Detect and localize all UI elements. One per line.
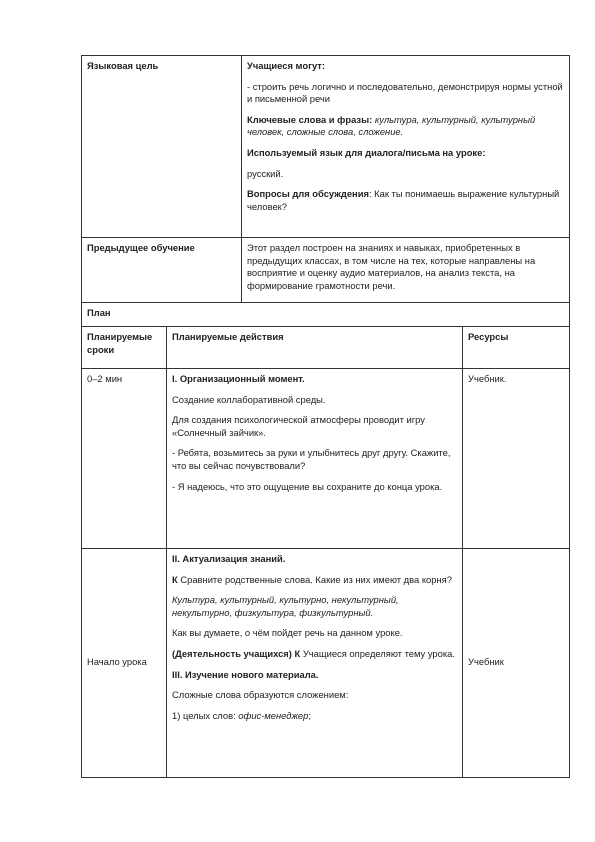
timing-value: 0–2 мин [87, 373, 123, 384]
language-goal-content-cell [242, 56, 570, 238]
actions-header: Планируемые действия [172, 331, 284, 342]
plan-title-cell [82, 303, 570, 327]
resources-value: Учебник [468, 656, 504, 668]
student-activity-label: (Деятельность учащихся) К [172, 647, 301, 659]
compound-example [172, 710, 457, 723]
student-activity-text: Учащиеся определяют тему урока. [300, 647, 455, 659]
lesson-info-table [81, 55, 570, 303]
resources-cell [463, 369, 570, 549]
timing-header-cell [82, 327, 167, 369]
related-words: Культура, культурный, культурно, некультурный, некультурно, физкультура, физкультурный. [172, 594, 399, 618]
k-task-paragraph [172, 574, 457, 587]
resources-header-cell [463, 327, 570, 369]
table-row [82, 549, 570, 778]
discussion-questions-label: Вопросы для обсуждения [247, 188, 369, 200]
action-paragraph: - Я надеюсь, что это ощущение вы сохраните до конца урока. [172, 480, 443, 492]
timing-header: Планируемые сроки [87, 331, 153, 355]
previous-learning-row [82, 238, 570, 303]
timing-cell [82, 369, 167, 549]
new-material-heading: III. Изучение нового материала. [172, 668, 319, 680]
dialogue-language-value: русский. [247, 167, 284, 179]
example-word: офис-менеджер [238, 709, 309, 721]
actions-header-cell [167, 327, 463, 369]
knowledge-update-heading: II. Актуализация знаний. [172, 553, 286, 564]
plan-title: План [87, 307, 111, 318]
resources-value: Учебник. [468, 373, 507, 384]
previous-learning-label-cell [82, 238, 242, 303]
language-goal-row [82, 56, 570, 238]
actions-cell [167, 549, 463, 778]
language-goal-label: Языковая цель [87, 60, 159, 71]
keywords-paragraph [247, 114, 564, 139]
keywords-label: Ключевые слова и фразы: [247, 113, 373, 125]
plan-title-row [82, 303, 570, 327]
org-moment-heading: I. Организационный момент. [172, 373, 305, 384]
discussion-questions-paragraph [247, 188, 564, 213]
previous-learning-text-cell [242, 238, 570, 303]
compound-words-rule: Сложные слова образуются сложением: [172, 689, 349, 701]
dialogue-language-label: Используемый язык для диалога/письма на уроке: [247, 146, 486, 158]
k-task-text: Сравните родственные слова. Какие из них имеют два корня? [177, 573, 452, 585]
resources-header: Ресурсы [468, 331, 509, 342]
previous-learning-text: Этот раздел построен на знаниях и навыках, приобретенных в предыдущих классах, в том числе на тех, которые направлены на восприятие и оценку аудио материалов, на анализ текста, на формирование грамотности речи. [247, 242, 536, 291]
language-goal-label-cell [82, 56, 242, 238]
timing-value: Начало урока [87, 656, 147, 668]
resources-cell [463, 549, 570, 778]
actions-cell [167, 369, 463, 549]
keywords-value: культура, культурный, культурный человек, сложные слова, сложение. [247, 113, 536, 138]
k-mark: К [172, 573, 178, 585]
discussion-questions-value: : Как ты понимаешь выражение культурный человек? [247, 188, 560, 212]
students-can-heading: Учащиеся могут: [247, 60, 326, 71]
timing-cell [82, 549, 167, 778]
example-prefix: 1) целых слов: [172, 709, 239, 721]
plan-header-row [82, 327, 570, 369]
action-paragraph: - Ребята, возьмитесь за руки и улыбнитесь друг другу. Скажите, что вы сейчас почувствовали? [172, 447, 451, 471]
previous-learning-label: Предыдущее обучение [87, 242, 195, 253]
students-can-item: - строить речь логично и последовательно, демонстрируя нормы устной и письменной речи [247, 80, 563, 105]
action-paragraph: Создание коллаборативной среды. [172, 393, 326, 405]
action-paragraph: Для создания психологической атмосферы проводит игру «Солнечный зайчик». [172, 414, 425, 438]
plan-table [81, 302, 570, 778]
table-row [82, 369, 570, 549]
topic-question: Как вы думаете, о чём пойдет речь на данном уроке. [172, 627, 403, 639]
student-activity-paragraph [172, 648, 457, 661]
example-suffix: ; [308, 709, 311, 721]
